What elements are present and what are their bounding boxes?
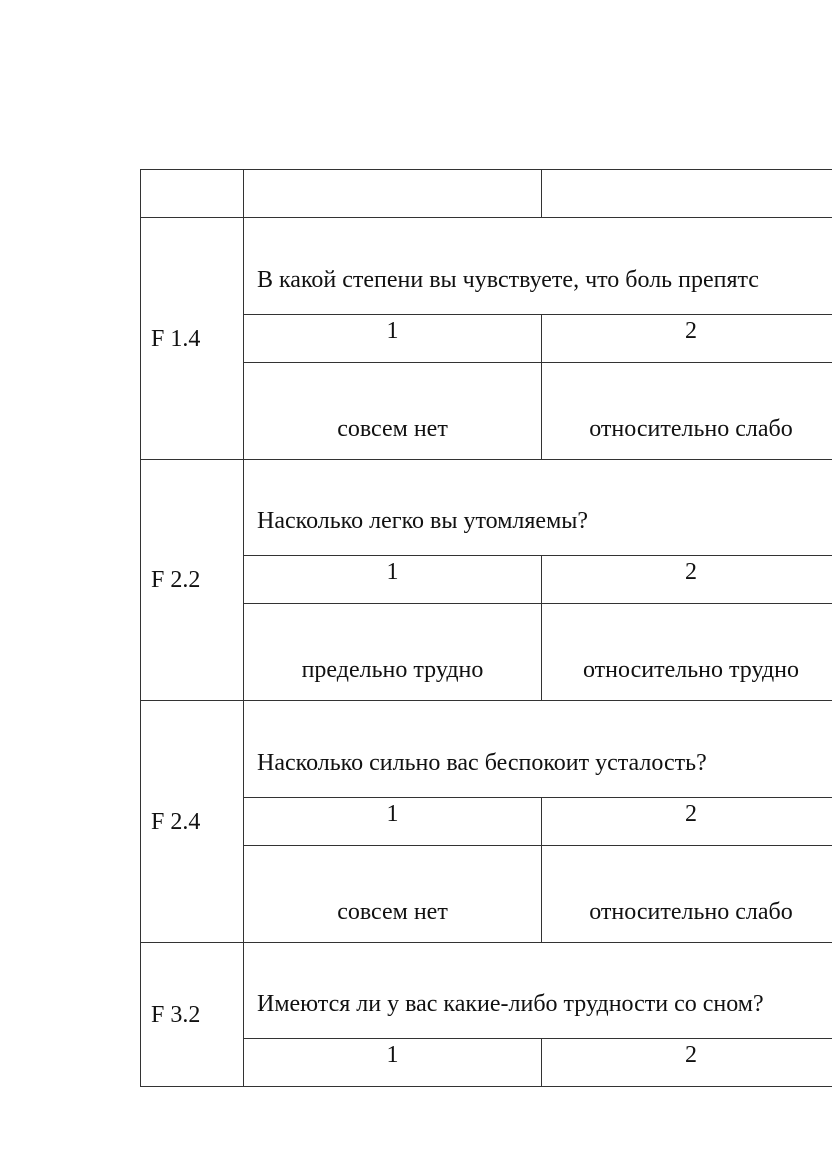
option-number: 1	[243, 797, 542, 846]
option-number: 1	[243, 314, 542, 363]
header-cell-1	[243, 169, 542, 218]
item-question-f32: Имеются ли у вас какие-либо трудности со сном?	[243, 942, 832, 1039]
item-code-f22: F 2.2	[140, 459, 244, 701]
item-code-f32: F 3.2	[140, 942, 244, 1087]
item-question-f14: В какой степени вы чувствуете, что боль препятс	[243, 217, 832, 315]
item-code-f24: F 2.4	[140, 700, 244, 943]
option-label: совсем нет	[243, 845, 542, 943]
option-number: 1	[243, 1038, 542, 1087]
option-number: 2	[541, 1038, 832, 1087]
option-label: совсем нет	[243, 362, 542, 460]
item-question-f24: Насколько сильно вас беспокоит усталость?	[243, 700, 832, 798]
questionnaire-table	[140, 169, 832, 1087]
option-number: 1	[243, 555, 542, 604]
option-label: относительно слабо	[541, 362, 832, 460]
item-question-f22: Насколько легко вы утомляемы?	[243, 459, 832, 556]
header-cell-code	[140, 169, 244, 218]
header-cell-2	[541, 169, 832, 218]
option-label: относительно трудно	[541, 603, 832, 701]
item-code-f14: F 1.4	[140, 217, 244, 460]
option-label: предельно трудно	[243, 603, 542, 701]
option-number: 2	[541, 555, 832, 604]
option-number: 2	[541, 797, 832, 846]
option-label: относительно слабо	[541, 845, 832, 943]
option-number: 2	[541, 314, 832, 363]
